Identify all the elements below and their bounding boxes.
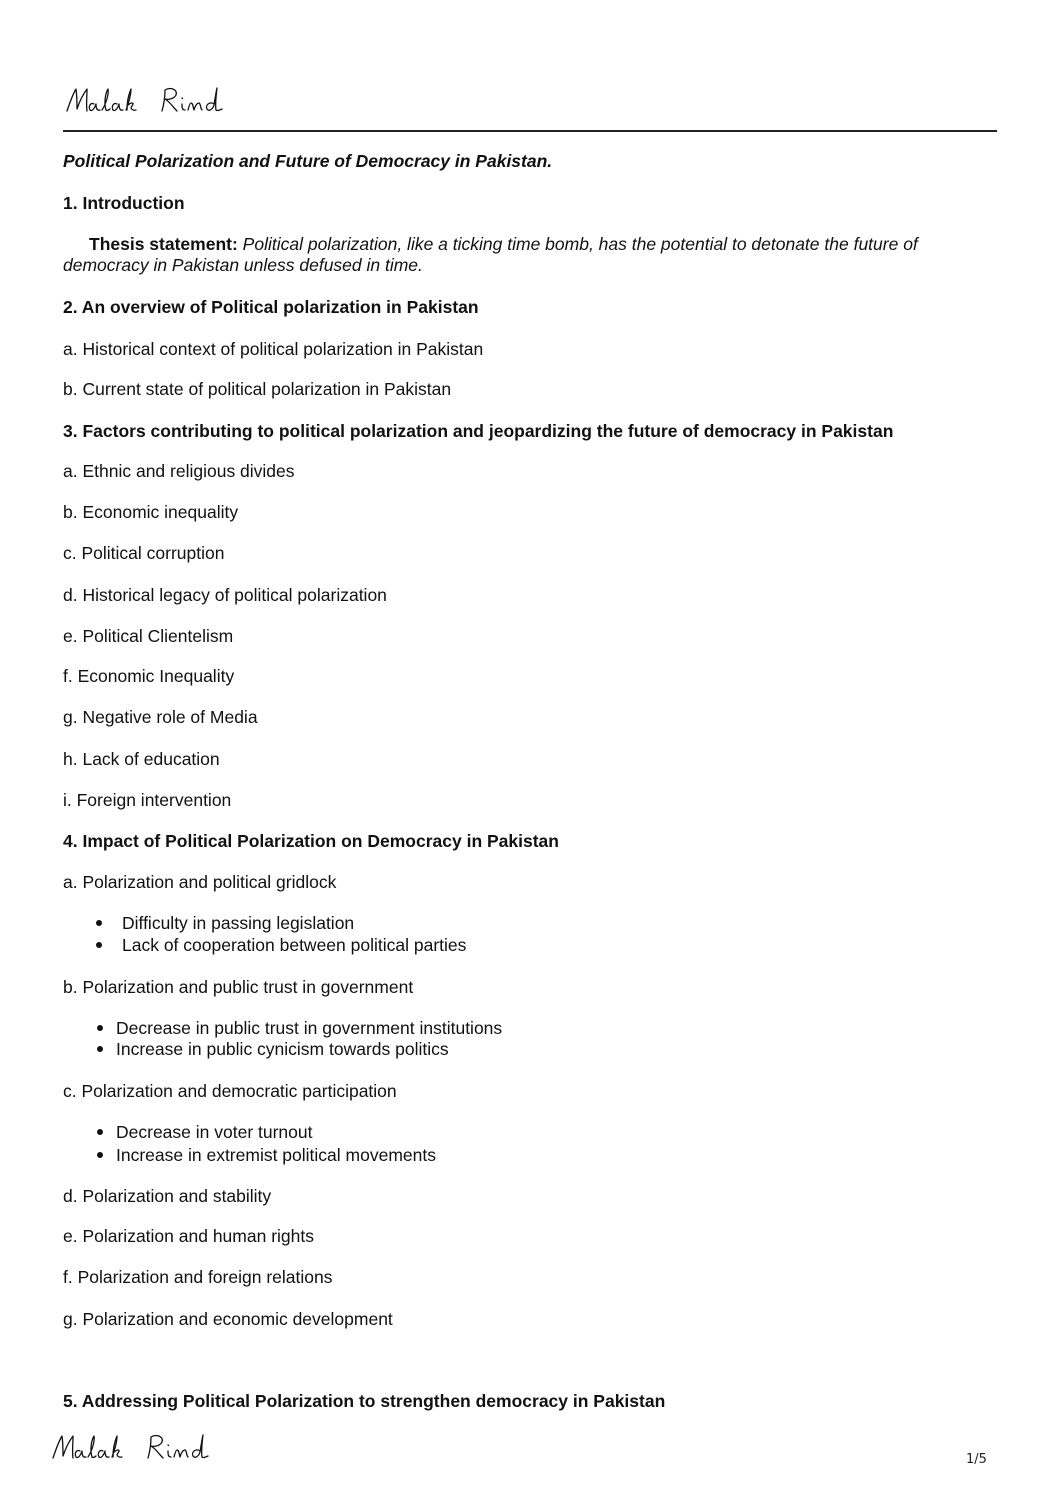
bullet-item: Increase in extremist political movements — [96, 1144, 436, 1166]
subsection-label: a. Polarization and political gridlock — [63, 872, 337, 892]
bullet-item: Increase in public cynicism towards politics — [96, 1038, 449, 1060]
list-item: a. Historical context of political polarization in Pakistan — [63, 339, 484, 359]
section-4-heading: 4. Impact of Political Polarization on Democracy in Pakistan — [63, 831, 559, 851]
signature-top — [64, 84, 234, 122]
list-item: a. Ethnic and religious divides — [63, 461, 295, 481]
list-item: b. Current state of political polarization in Pakistan — [63, 379, 452, 399]
thesis-text: Political polarization, like a ticking time bomb, has the potential to detonate the future of democracy in Pakistan unless defused in time. — [63, 234, 918, 275]
bullet-dot-icon — [97, 1046, 103, 1052]
subsection-label: b. Polarization and public trust in government — [63, 977, 414, 997]
bullet-dot-icon — [96, 920, 102, 926]
subsection-label: c. Polarization and democratic participation — [63, 1081, 397, 1101]
signature-bottom — [50, 1431, 220, 1467]
list-item: c. Political corruption — [63, 543, 225, 563]
section-2-heading: 2. An overview of Political polarization in Pakistan — [63, 297, 479, 317]
thesis-label: Thesis statement: — [89, 234, 238, 254]
bullet-item: Decrease in public trust in government institutions — [96, 1017, 502, 1039]
list-item: b. Economic inequality — [63, 502, 239, 522]
list-item: d. Polarization and stability — [63, 1186, 272, 1206]
list-item: i. Foreign intervention — [63, 790, 232, 810]
header-rule — [63, 130, 997, 132]
document-title: Political Polarization and Future of Democracy in Pakistan. — [63, 151, 553, 171]
bullet-dot-icon — [97, 1025, 103, 1031]
list-item: d. Historical legacy of political polarization — [63, 585, 387, 605]
bullet-dot-icon — [97, 1152, 103, 1158]
bullet-dot-icon — [96, 942, 102, 948]
bullet-item: Decrease in voter turnout — [96, 1121, 313, 1143]
thesis-statement — [63, 234, 993, 276]
list-item: g. Polarization and economic development — [63, 1309, 393, 1329]
list-item: f. Economic Inequality — [63, 666, 235, 686]
section-1-heading: 1. Introduction — [63, 193, 185, 213]
list-item: f. Polarization and foreign relations — [63, 1267, 333, 1287]
list-item: h. Lack of education — [63, 749, 220, 769]
bullet-item: Lack of cooperation between political parties — [96, 934, 466, 956]
list-item: e. Political Clientelism — [63, 626, 234, 646]
bullet-item: Difficulty in passing legislation — [96, 912, 354, 934]
bullet-dot-icon — [97, 1129, 103, 1135]
list-item: e. Polarization and human rights — [63, 1226, 314, 1246]
list-item: g. Negative role of Media — [63, 707, 258, 727]
section-3-heading: 3. Factors contributing to political polarization and jeopardizing the future of democracy in Pakistan — [63, 421, 894, 441]
page-number: 1/5 — [966, 1452, 987, 1467]
section-5-heading: 5. Addressing Political Polarization to strengthen democracy in Pakistan — [63, 1391, 666, 1411]
